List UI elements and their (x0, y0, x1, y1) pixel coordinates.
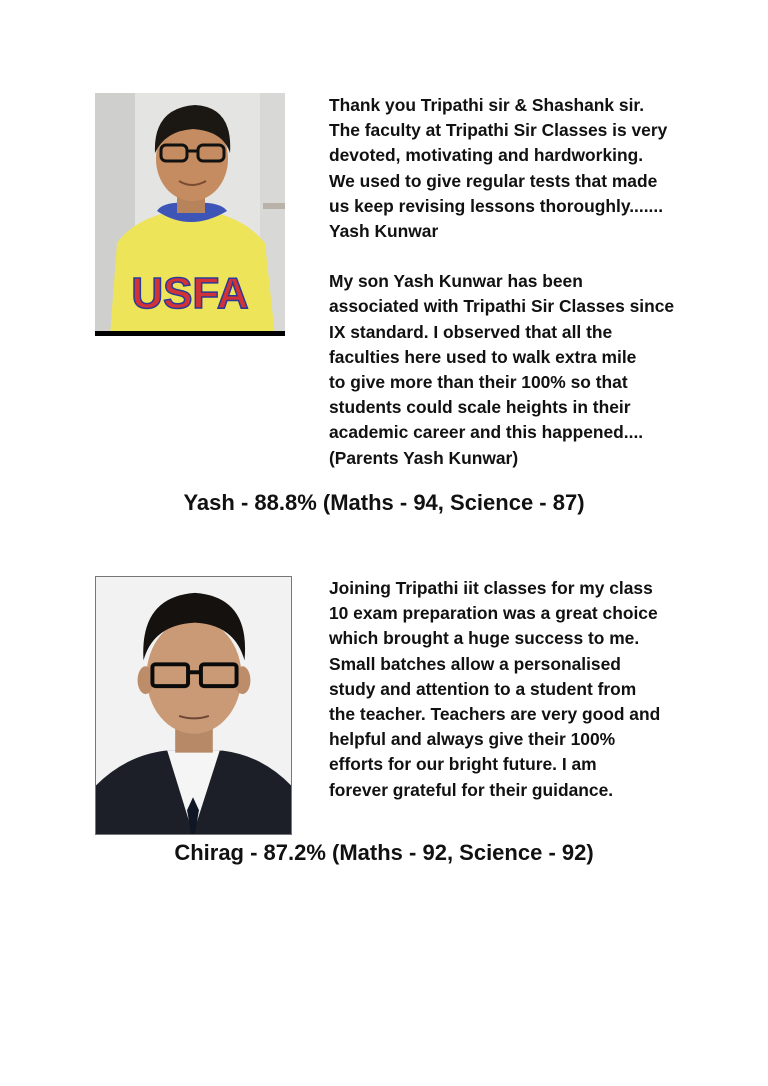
testimonial-yash (329, 93, 689, 471)
result-yash: Yash - 88.8% (Maths - 94, Science - 87) (183, 490, 585, 515)
student-photo-chirag (95, 576, 292, 835)
testimonial-chirag (329, 576, 689, 803)
result-chirag: Chirag - 87.2% (Maths - 92, Science - 92) (174, 840, 594, 865)
tshirt-print: USFA (131, 269, 249, 318)
testimonial-paragraph: Thank you Tripathi sir & Shashank sir. The faculty at Tripathi Sir Classes is very devoted, motivating and hardworking. We used to give regular tests that made us keep revising lessons thoroughly....... Yash Kunwar (329, 95, 668, 242)
student-photo-yash (95, 93, 285, 336)
testimonial-paragraph: My son Yash Kunwar has been associated with Tripathi Sir Classes since IX standard. I observed that all the faculties here used to walk extra mile to give more than their 100% so that students could scale heights in their academic career and this happened.... (Parents Yash Kunwar) (329, 271, 675, 468)
testimonial-paragraph: Joining Tripathi iit classes for my class 10 exam preparation was a great choice which brought a huge success to me. Small batches allow a personalised study and attention to a student from the teacher. Teachers are very good and helpful and always give their 100% efforts for our bright future. I am forever grateful for their guidance. (329, 578, 661, 800)
